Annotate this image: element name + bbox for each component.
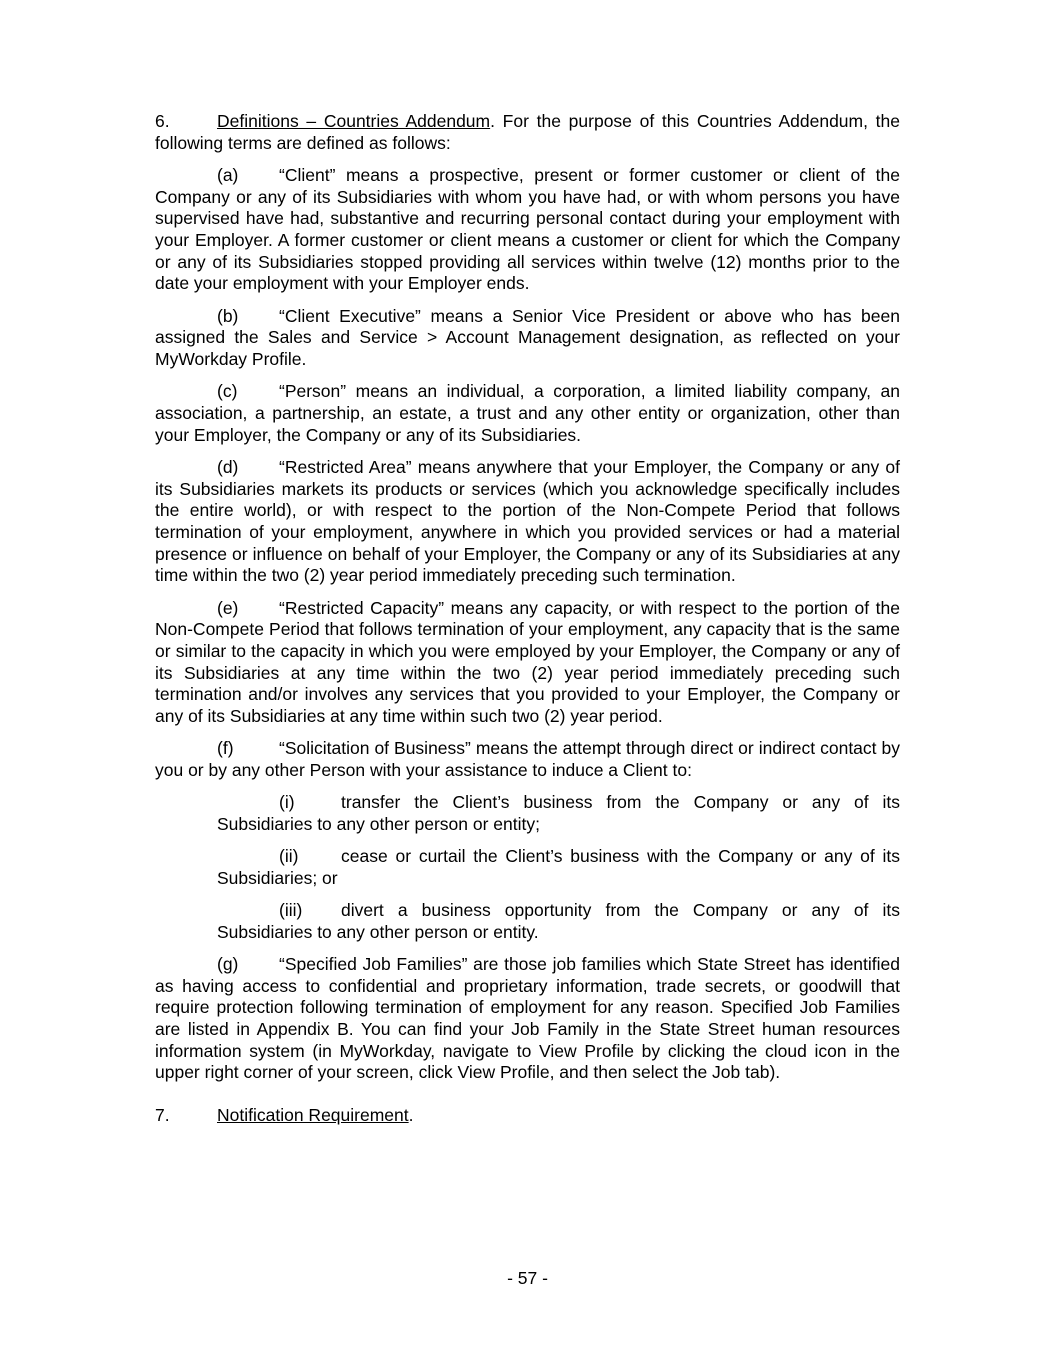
definition-label: (d) xyxy=(217,456,239,477)
definition-label: (e) xyxy=(217,597,239,618)
definition-b xyxy=(155,306,900,371)
definition-text: “Client” means a prospective, present or former customer or client of the Company or any of its Subsidiaries with whom you have had, or with whom persons you have supervised have had, substantive and recurring personal contact during your employment with your Employer. A former customer or client means a customer or client for which the Company or any of its Subsidiaries stopped providing all services within twelve (12) months prior to the date your employment with your Employer ends. xyxy=(155,164,900,294)
definition-f xyxy=(155,738,900,781)
section-7 xyxy=(155,1105,900,1127)
section-6 xyxy=(155,111,900,154)
subitem-text: divert a business opportunity from the Company or any of its Subsidiaries to any other person or entity. xyxy=(217,900,900,942)
definition-label: (b) xyxy=(217,305,239,326)
definition-c xyxy=(155,381,900,446)
section-heading: Definitions – Countries Addendum xyxy=(217,111,491,131)
document-page xyxy=(155,111,900,1137)
definition-a xyxy=(155,165,900,295)
section-intro: . For the purpose of this Countries Addendum, the following terms are defined as follows: xyxy=(155,111,900,153)
definition-text: “Solicitation of Business” means the attempt through direct or indirect contact by you or by any other Person with your assistance to induce a Client to: xyxy=(155,738,900,780)
subitem-ii xyxy=(217,846,900,889)
definition-e xyxy=(155,598,900,728)
definition-text: “Specified Job Families” are those job families which State Street has identified as having access to confidential and proprietary information, trade secrets, or goodwill that require protection following termination of employment for any reason. Specified Job Families are listed in Appendix B. You can find your Job Family in the State Street human resources information system (in MyWorkday, navigate to View Profile by clicking the cloud icon in the upper right corner of your screen, click View Profile, and then select the Job tab). xyxy=(155,953,900,1083)
definition-label: (c) xyxy=(217,381,238,402)
definition-label: (a) xyxy=(217,164,239,185)
subitem-text: cease or curtail the Client’s business with the Company or any of its Subsidiaries; or xyxy=(217,846,900,888)
page-number: - 57 - xyxy=(507,1268,548,1288)
definition-g xyxy=(155,954,900,1084)
definition-text: “Restricted Capacity” means any capacity, or with respect to the portion of the Non-Compete Period that follows termination of your employment, any capacity that is the same or similar to the capacity in which you were employed by your Employer, the Company or any of its Subsidiaries at any time within the two (2) year period immediately preceding such termination and/or involves any services that you provided to your Employer, the Company or any of its Subsidiaries at any time within such two (2) year period. xyxy=(155,597,900,727)
definition-label: (g) xyxy=(217,953,239,974)
definition-text: “Restricted Area” means anywhere that your Employer, the Company or any of its Subsidiaries markets its products or services (which you acknowledge specifically includes the entire world), or with respect to the portion of the Non-Compete Period that follows termination of your employment, anywhere in which you provided services or had a material presence or influence on behalf of your Employer, the Company or any of its Subsidiaries at any time within the two (2) year period immediately preceding such termination. xyxy=(155,456,900,586)
subitem-label: (i) xyxy=(279,792,295,813)
section-number: 7. xyxy=(155,1105,170,1126)
subitem-label: (ii) xyxy=(279,846,299,867)
section-intro: . xyxy=(408,1105,414,1126)
subitem-i xyxy=(217,792,900,835)
subitem-iii xyxy=(217,900,900,943)
definition-text: “Client Executive” means a Senior Vice President or above who has been assigned the Sales and Service > Account Management designation, as reflected on your MyWorkday Profile. xyxy=(155,305,900,370)
subitem-text: transfer the Client’s business from the Company or any of its Subsidiaries to any other person or entity; xyxy=(217,792,900,834)
section-number: 6. xyxy=(155,111,170,131)
section-heading: Notification Requirement xyxy=(217,1105,409,1126)
subitem-label: (iii) xyxy=(279,900,303,920)
definition-d xyxy=(155,457,900,587)
definition-label: (f) xyxy=(217,738,234,759)
definition-text: “Person” means an individual, a corporation, a limited liability company, an association, a partnership, an estate, a trust and any other entity or organization, other than your Employer, the Company or any of its Subsidiaries. xyxy=(155,381,900,445)
